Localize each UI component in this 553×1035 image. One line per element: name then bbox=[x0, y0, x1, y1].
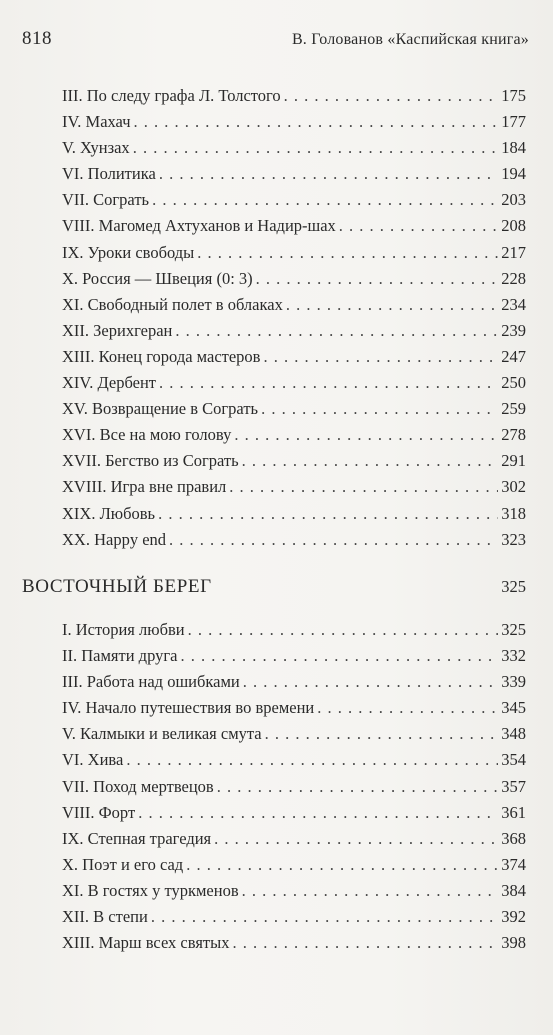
dot-leader bbox=[152, 190, 498, 210]
toc-entry-page: 374 bbox=[501, 854, 526, 874]
toc-entry-page: 323 bbox=[501, 529, 526, 549]
toc-entry-title: I. История любви bbox=[62, 620, 185, 639]
dot-leader bbox=[284, 86, 499, 106]
toc-entry bbox=[62, 243, 526, 269]
toc-entry bbox=[62, 86, 526, 112]
toc-entry bbox=[62, 112, 526, 138]
toc-entry bbox=[62, 620, 526, 646]
toc-entry bbox=[62, 295, 526, 321]
toc-entry bbox=[62, 933, 526, 959]
dot-leader bbox=[180, 646, 498, 666]
toc-entry-title: VII. Сограть bbox=[62, 190, 150, 210]
toc-entry bbox=[62, 164, 526, 190]
toc-entry-title: XII. В степи bbox=[62, 907, 148, 927]
toc-entry bbox=[62, 829, 526, 855]
toc-entry-title: II. Памяти друга bbox=[62, 646, 178, 666]
page-number: 818 bbox=[22, 28, 52, 49]
toc-entry-page: 398 bbox=[501, 933, 526, 953]
toc-entry-title: III. Работа над ошибками bbox=[62, 672, 240, 692]
toc-entry-title: IV. Махач bbox=[62, 112, 131, 132]
dot-leader bbox=[339, 216, 498, 236]
toc-entry-title: V. Калмыки и великая смута bbox=[62, 724, 262, 744]
toc-entry-page: 361 bbox=[501, 802, 526, 822]
toc-entry-title: XII. Зерихгеран bbox=[62, 320, 173, 340]
toc-entry bbox=[62, 530, 526, 556]
dot-leader bbox=[159, 373, 498, 393]
toc-entry bbox=[62, 321, 526, 347]
toc-entry-title: XI. В гостях у туркменов bbox=[62, 880, 239, 900]
toc-entry bbox=[62, 504, 526, 530]
dot-leader bbox=[138, 803, 498, 823]
toc-entry-page: 175 bbox=[501, 86, 526, 105]
dot-leader bbox=[134, 112, 499, 132]
dot-leader bbox=[265, 724, 499, 744]
dot-leader bbox=[188, 620, 499, 640]
toc-entry-title: X. Поэт и его сад bbox=[62, 854, 184, 874]
toc-entry-title: IV. Начало путешествия во времени bbox=[62, 698, 315, 718]
toc-entry-page: 259 bbox=[501, 399, 526, 419]
toc-entry-title: III. По следу графа Л. Толстого bbox=[62, 86, 281, 105]
toc-entry-page: 208 bbox=[501, 216, 526, 236]
dot-leader bbox=[234, 425, 498, 445]
toc-entry-title: VII. Поход мертвецов bbox=[62, 776, 214, 796]
dot-leader bbox=[159, 164, 498, 184]
toc-entry-page: 357 bbox=[501, 776, 526, 796]
toc-entry-page: 203 bbox=[501, 190, 526, 210]
dot-leader bbox=[158, 504, 498, 524]
toc-entry-page: 184 bbox=[501, 138, 526, 158]
dot-leader bbox=[133, 138, 499, 158]
toc-entry-page: 318 bbox=[501, 503, 526, 523]
toc-entry bbox=[62, 269, 526, 295]
toc-entry-page: 228 bbox=[501, 268, 526, 288]
dot-leader bbox=[197, 243, 498, 263]
toc-entry-title: V. Хунзах bbox=[62, 138, 130, 158]
toc-entry-page: 325 bbox=[501, 620, 526, 639]
dot-leader bbox=[186, 855, 498, 875]
toc-entry bbox=[62, 190, 526, 216]
toc-entry-title: XIV. Дербент bbox=[62, 373, 157, 393]
toc-entry bbox=[62, 347, 526, 373]
toc-entry-page: 392 bbox=[501, 907, 526, 927]
toc-entry-page: 339 bbox=[501, 672, 526, 692]
toc-entry-page: 291 bbox=[501, 451, 526, 471]
toc-entry-title: XIII. Конец города мастеров bbox=[62, 346, 261, 366]
dot-leader bbox=[256, 269, 499, 289]
toc-entry bbox=[62, 803, 526, 829]
toc-entry bbox=[62, 646, 526, 672]
page-header bbox=[22, 28, 529, 54]
toc-entry-title: VIII. Магомед Ахтуханов и Надир-шах bbox=[62, 216, 336, 236]
toc-entry bbox=[62, 425, 526, 451]
toc-entry bbox=[62, 399, 526, 425]
toc-entry-page: 194 bbox=[501, 164, 526, 184]
toc-entry-title: XV. Возвращение в Сограть bbox=[62, 399, 259, 419]
dot-leader bbox=[229, 477, 498, 497]
toc-entry-page: 354 bbox=[501, 750, 526, 770]
dot-leader bbox=[242, 451, 499, 471]
dot-leader bbox=[243, 672, 499, 692]
toc-entry-page: 177 bbox=[501, 112, 526, 132]
dot-leader bbox=[286, 295, 498, 315]
toc-list-lower bbox=[62, 620, 526, 959]
dot-leader bbox=[232, 933, 498, 953]
dot-leader bbox=[214, 829, 498, 849]
toc-entry-page: 302 bbox=[501, 477, 526, 497]
toc-entry-title: XI. Свободный полет в облаках bbox=[62, 294, 283, 314]
toc-entry bbox=[62, 698, 526, 724]
toc-entry-title: XVIII. Игра вне правил bbox=[62, 477, 227, 497]
toc-entry bbox=[62, 373, 526, 399]
toc-entry bbox=[62, 477, 526, 503]
toc-entry-title: XX. Happy end bbox=[62, 529, 167, 549]
dot-leader bbox=[242, 881, 499, 901]
toc-entry bbox=[62, 138, 526, 164]
toc-entry bbox=[62, 750, 526, 776]
toc-entry-page: 250 bbox=[501, 373, 526, 393]
toc-entry-page: 368 bbox=[501, 828, 526, 848]
toc-entry-page: 247 bbox=[501, 346, 526, 366]
dot-leader bbox=[169, 530, 498, 550]
section-heading bbox=[22, 576, 526, 606]
toc-list-upper bbox=[62, 86, 526, 556]
toc-entry bbox=[62, 216, 526, 242]
toc-entry-title: XIX. Любовь bbox=[62, 503, 156, 523]
toc-entry-title: IX. Степная трагедия bbox=[62, 828, 212, 848]
toc-entry bbox=[62, 724, 526, 750]
toc-entry-page: 234 bbox=[501, 294, 526, 314]
toc-entry bbox=[62, 777, 526, 803]
toc-entry-page: 332 bbox=[501, 646, 526, 666]
toc-entry-page: 345 bbox=[501, 698, 526, 718]
toc-entry bbox=[62, 451, 526, 477]
toc-entry-title: VI. Политика bbox=[62, 164, 156, 184]
dot-leader bbox=[151, 907, 498, 927]
toc-entry-title: VIII. Форт bbox=[62, 802, 136, 822]
toc-entry bbox=[62, 907, 526, 933]
toc-entry-title: XVII. Бегство из Сограть bbox=[62, 451, 239, 471]
toc-entry-title: VI. Хива bbox=[62, 750, 124, 770]
toc-entry-title: XVI. Все на мою голову bbox=[62, 425, 232, 445]
dot-leader bbox=[261, 399, 498, 419]
dot-leader bbox=[263, 347, 498, 367]
section-title: ВОСТОЧНЫЙ БЕРЕГ bbox=[22, 576, 212, 597]
toc-entry-title: IX. Уроки свободы bbox=[62, 242, 195, 262]
toc-entry bbox=[62, 672, 526, 698]
toc-entry bbox=[62, 855, 526, 881]
toc-entry-page: 239 bbox=[501, 320, 526, 340]
toc-entry bbox=[62, 881, 526, 907]
dot-leader bbox=[175, 321, 498, 341]
dot-leader bbox=[126, 750, 498, 770]
dot-leader bbox=[217, 777, 499, 797]
toc-entry-page: 348 bbox=[501, 724, 526, 744]
section-page-number: 325 bbox=[501, 577, 526, 596]
dot-leader bbox=[317, 698, 498, 718]
running-title: В. Голованов «Каспийская книга» bbox=[291, 31, 529, 48]
toc-entry-title: XIII. Марш всех святых bbox=[62, 933, 230, 953]
toc-entry-page: 217 bbox=[501, 242, 526, 262]
toc-entry-page: 384 bbox=[501, 880, 526, 900]
toc-entry-title: X. Россия — Швеция (0: 3) bbox=[62, 268, 253, 288]
toc-entry-page: 278 bbox=[501, 425, 526, 445]
